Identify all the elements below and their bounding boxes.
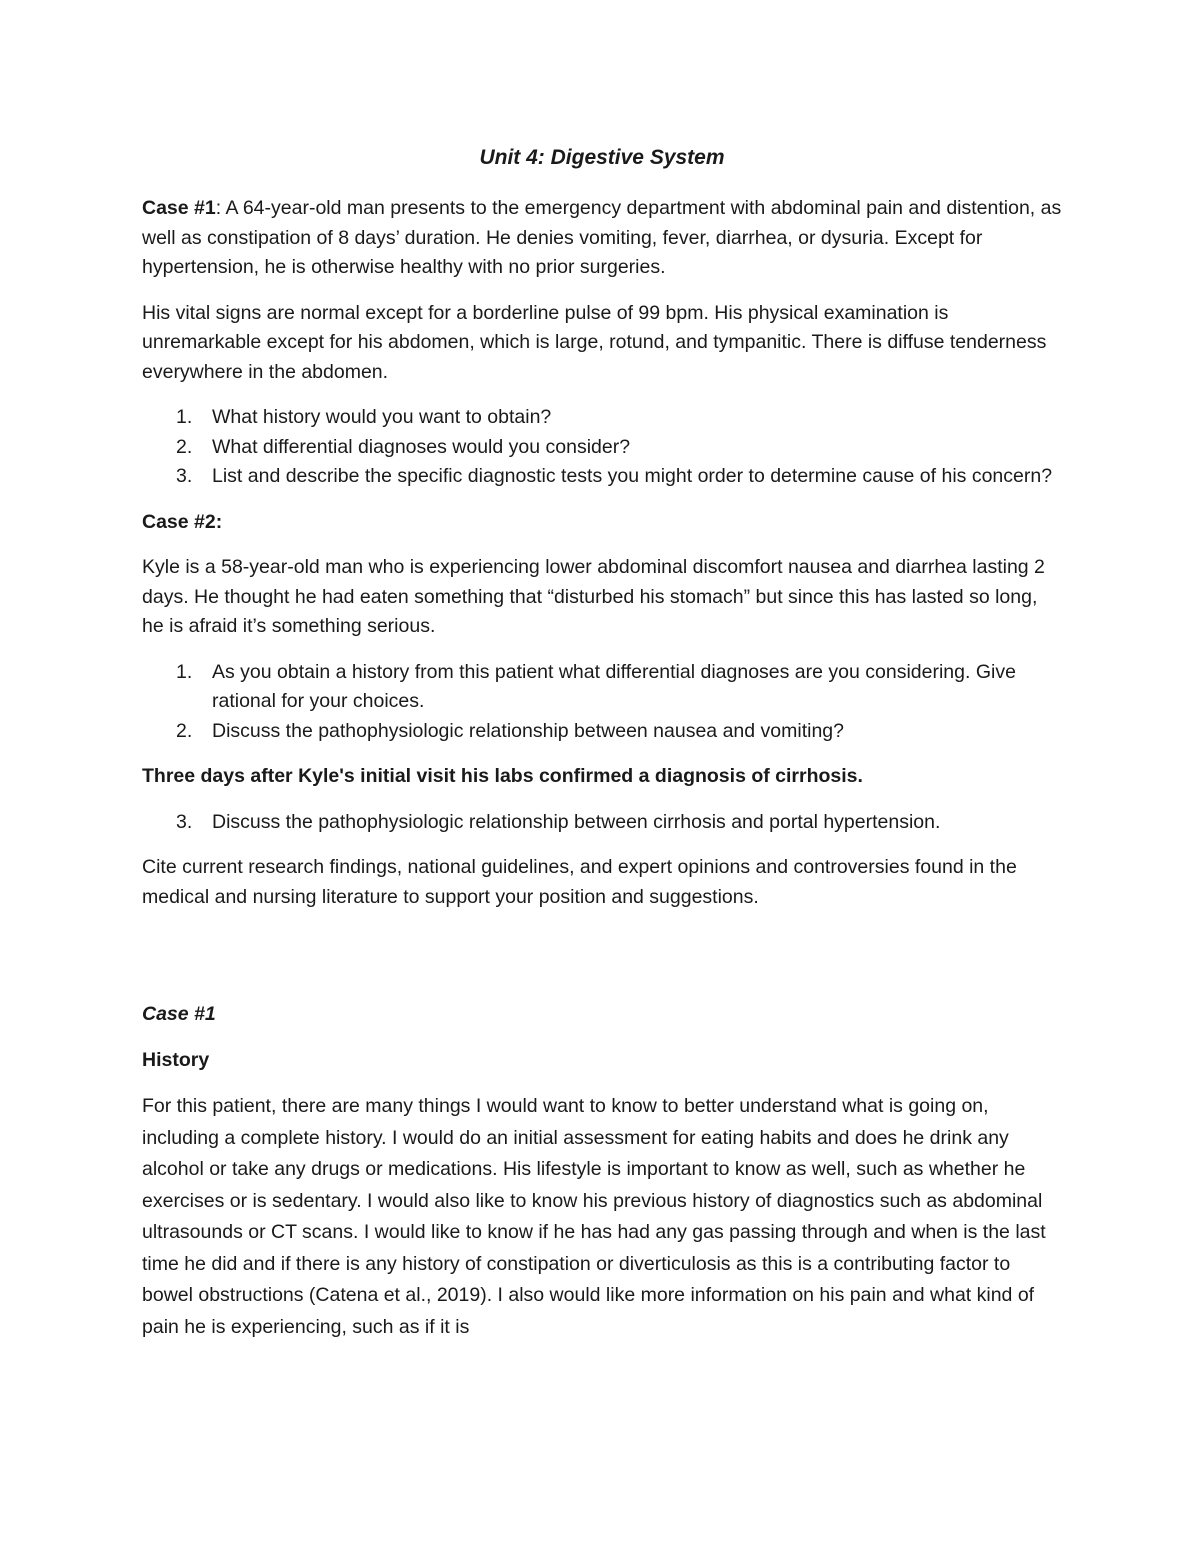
list-number: 1.	[176, 660, 193, 683]
list-text: What differential diagnoses would you consider?	[212, 435, 631, 458]
list-item	[142, 808, 1062, 838]
list-text: Discuss the pathophysiologic relationship between cirrhosis and portal hypertension.	[212, 810, 941, 833]
list-number: 2.	[176, 435, 193, 458]
answer-case-heading: Case #1	[142, 1003, 216, 1025]
history-paragraph: For this patient, there are many things I would want to know to better understand what is going on, including a complete history. I would do an initial assessment for eating habits and does he drink any alcohol or take any drugs or medications. His lifestyle is important to know as well, such as whether he exercises or is sedentary. I would also like to know his previous history of diagnostics such as abdominal ultrasounds or CT scans. I would like to know if he has had any gas passing through and when is the last time he did and if there is any history of constipation or diverticulosis as this is a contributing factor to bowel obstructions (Catena et al., 2019). I also would like more information on his pain and what kind of pain he is experiencing, such as if it is	[142, 1095, 1046, 1338]
case2-question3	[142, 808, 1062, 838]
case2-questions	[142, 658, 1062, 747]
list-text: List and describe the specific diagnostic tests you might order to determine cause of his concern?	[212, 465, 1053, 487]
list-number: 2.	[176, 719, 193, 742]
list-item	[142, 403, 1062, 433]
case1-vitals: His vital signs are normal except for a borderline pulse of 99 bpm. His physical examination is unremarkable except for his abdomen, which is large, rotund, and tympanitic. There is diffuse tenderness everywhere in the abdomen.	[142, 301, 1047, 383]
list-item	[142, 433, 1062, 463]
list-item	[142, 717, 1062, 747]
history-heading: History	[142, 1048, 210, 1071]
case1-questions	[142, 403, 1062, 492]
list-item	[142, 658, 1062, 717]
instructions-paragraph: Cite current research findings, national guidelines, and expert opinions and controversies found in the medical and nursing literature to support your position and suggestions.	[142, 856, 1017, 908]
list-item	[142, 462, 1062, 492]
list-text: As you obtain a history from this patient what differential diagnoses are you considering. Give rational for your choices.	[212, 660, 1016, 712]
case2-label: Case #2:	[142, 510, 223, 533]
case1-intro-text: : A 64-year-old man presents to the emergency department with abdominal pain and distention, as well as constipation of 8 days’ duration. He denies vomiting, fever, diarrhea, or dysuria. Except for hypertension, he is otherwise healthy with no prior surgeries.	[142, 197, 1062, 278]
list-text: What history would you want to obtain?	[212, 406, 552, 428]
spacer	[142, 928, 1062, 1000]
list-number: 3.	[176, 465, 193, 487]
case2-intro: Kyle is a 58-year-old man who is experiencing lower abdominal discomfort nausea and diarrhea lasting 2 days. He thought he had eaten something that “disturbed his stomach” but since this has lasted so long, he is afraid it’s something serious.	[142, 556, 1045, 637]
case1-label: Case #1	[142, 197, 216, 219]
list-text: Discuss the pathophysiologic relationship between nausea and vomiting?	[212, 719, 844, 742]
case2-followup: Three days after Kyle's initial visit his labs confirmed a diagnosis of cirrhosis.	[142, 765, 863, 787]
page-title: Unit 4: Digestive System	[479, 146, 725, 169]
document-page	[142, 142, 1062, 1359]
case1-intro	[142, 194, 1062, 283]
list-number: 1.	[176, 406, 193, 428]
list-number: 3.	[176, 810, 193, 833]
